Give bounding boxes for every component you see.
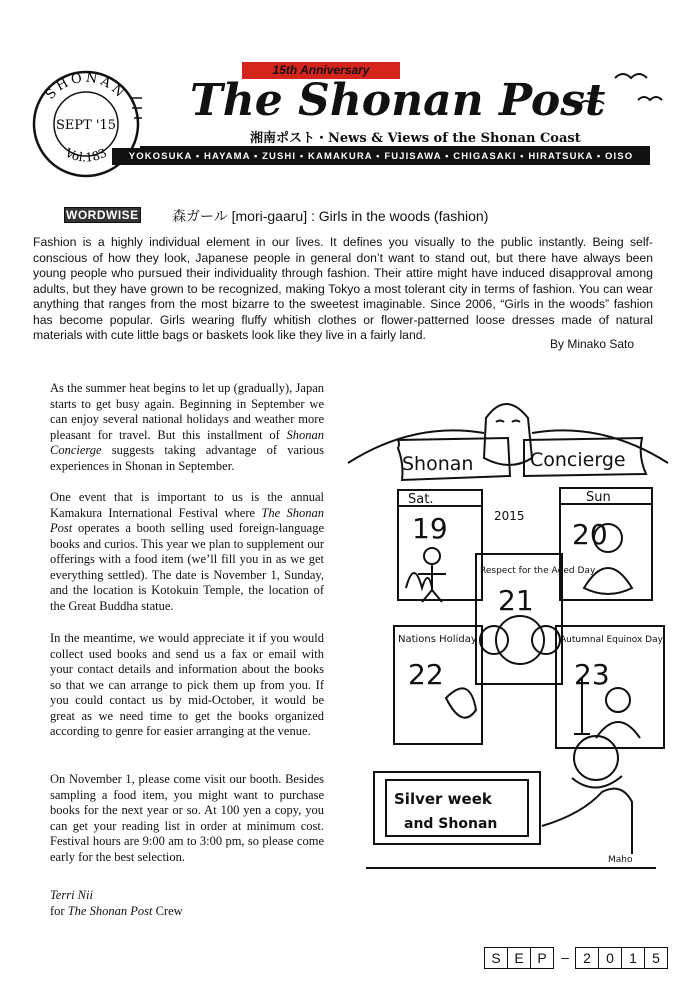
- date-char: 5: [644, 947, 668, 969]
- nations-label: Nations Holiday: [398, 634, 477, 645]
- date-char: S: [484, 947, 508, 969]
- banner-year: 2015: [494, 509, 525, 523]
- date-char: 1: [621, 947, 645, 969]
- signature-name: Terri Nii: [50, 888, 93, 902]
- article-paragraph-4: On November 1, please come visit our booth. Besides sampling a food item, you might want to purchase books for the next year or so. At 100 yen a copy, you can get your reading list in order at minimum cost. Festival hours are 9:00 am to 3:00 pm, so please come early for the best selection.: [50, 772, 324, 864]
- sign-line-2: and Shonan: [404, 816, 498, 832]
- sun-number: 20: [572, 518, 608, 551]
- byline: By Minako Sato: [550, 337, 635, 351]
- signature-crew: for The Shonan Post Crew: [50, 904, 183, 918]
- sat-number: 19: [412, 512, 448, 545]
- autumn-number: 23: [574, 658, 610, 691]
- masthead-title: The Shonan Post: [190, 75, 606, 126]
- stamp-top-text: SHONAN: [43, 70, 129, 103]
- date-char: E: [507, 947, 531, 969]
- silver-week-sign: [374, 772, 540, 844]
- svg-text:SHONAN: [43, 71, 129, 103]
- shonan-concierge-illustration: [346, 378, 672, 883]
- intro-paragraph: Fashion is a highly individual element in our lives. It defines you visually to the public instantly. Being self-conscious of how they look, Japanese people in general don’t want to stand out, but there have always been young people who pursued their individuality through fashion. Their attire might have induced disapproval among adults, but they have grown to be recognized, making Tokyo a most tolerant city in terms of fashion. You can wear anything that ranges from the most bizarre to the sweetest imaginable. Since 2006, “Girls in the woods” fashion has become popular. Girls wearing fluffy whitish clothes or flower-patterned loose dresses made of natural materials with cute little bags or baskets look like they live in a fairly land.: [33, 235, 653, 342]
- banner-concierge: Concierge: [530, 449, 626, 471]
- stamp-volume: Vol.183: [63, 145, 109, 165]
- nations-number: 22: [408, 658, 444, 691]
- article-paragraph-2: One event that is important to us is the annual Kamakura International Festival where The Shonan Post operates a booth selling used foreign-language books and curios. This year we plan to supplement our offerings with a food item (we’ll fill you in as we get everything settled). The date is November 1, Sunday, and the location is Kotokuin Temple, the location of the Great Buddha statue.: [50, 490, 324, 613]
- respect-label: Respect for the Aged Day: [480, 566, 596, 576]
- svg-text:Vol.183: [62, 145, 109, 165]
- banner-shonan: Shonan: [402, 453, 474, 475]
- towns-bar: YOKOSUKA • HAYAMA • ZUSHI • KAMAKURA • FUJISAWA • CHIGASAKI • HIRATSUKA • OISO: [112, 148, 650, 165]
- wordwise-badge: WORDWISE: [66, 208, 139, 222]
- wordwise-term: 森ガール [mori-gaaru] : Girls in the woods (fashion): [172, 208, 489, 224]
- respect-number: 21: [498, 584, 534, 617]
- date-char: P: [530, 947, 554, 969]
- anniversary-banner: 15th Anniversary: [242, 62, 400, 79]
- sun-label: Sun: [586, 490, 611, 505]
- autumn-label: Autumnal Equinox Day: [560, 635, 663, 645]
- date-char: 0: [598, 947, 622, 969]
- sat-label: Sat.: [408, 492, 434, 507]
- article-paragraph-3: In the meantime, we would appreciate it if you would collect used books and send us a fax or email with your contact details and information about the books so that we can arrange to pick them up from you. If you could contact us by mid-October, it would be great as we need time to get the books organized according to genre for easier arranging at the venue.: [50, 631, 324, 738]
- masthead-subtitle: 湘南ポスト・News & Views of the Shonan Coast: [250, 131, 581, 146]
- date-char: –: [561, 949, 569, 965]
- stamp-date: SEPT '15: [55, 118, 117, 133]
- seagulls-icon: [520, 60, 680, 120]
- date-char: 2: [575, 947, 599, 969]
- artist-signature: Maho: [608, 855, 633, 865]
- issue-date-box: [485, 947, 668, 969]
- sign-line-1: Silver week: [394, 790, 492, 808]
- article-paragraph-1: As the summer heat begins to let up (gradually), Japan starts to get busy again. Beginning in September we can enjoy several national holidays and weather more pleasant for travel. But this installment of Shonan Concierge suggests taking advantage of various experiences in Shonan in September.: [50, 381, 324, 473]
